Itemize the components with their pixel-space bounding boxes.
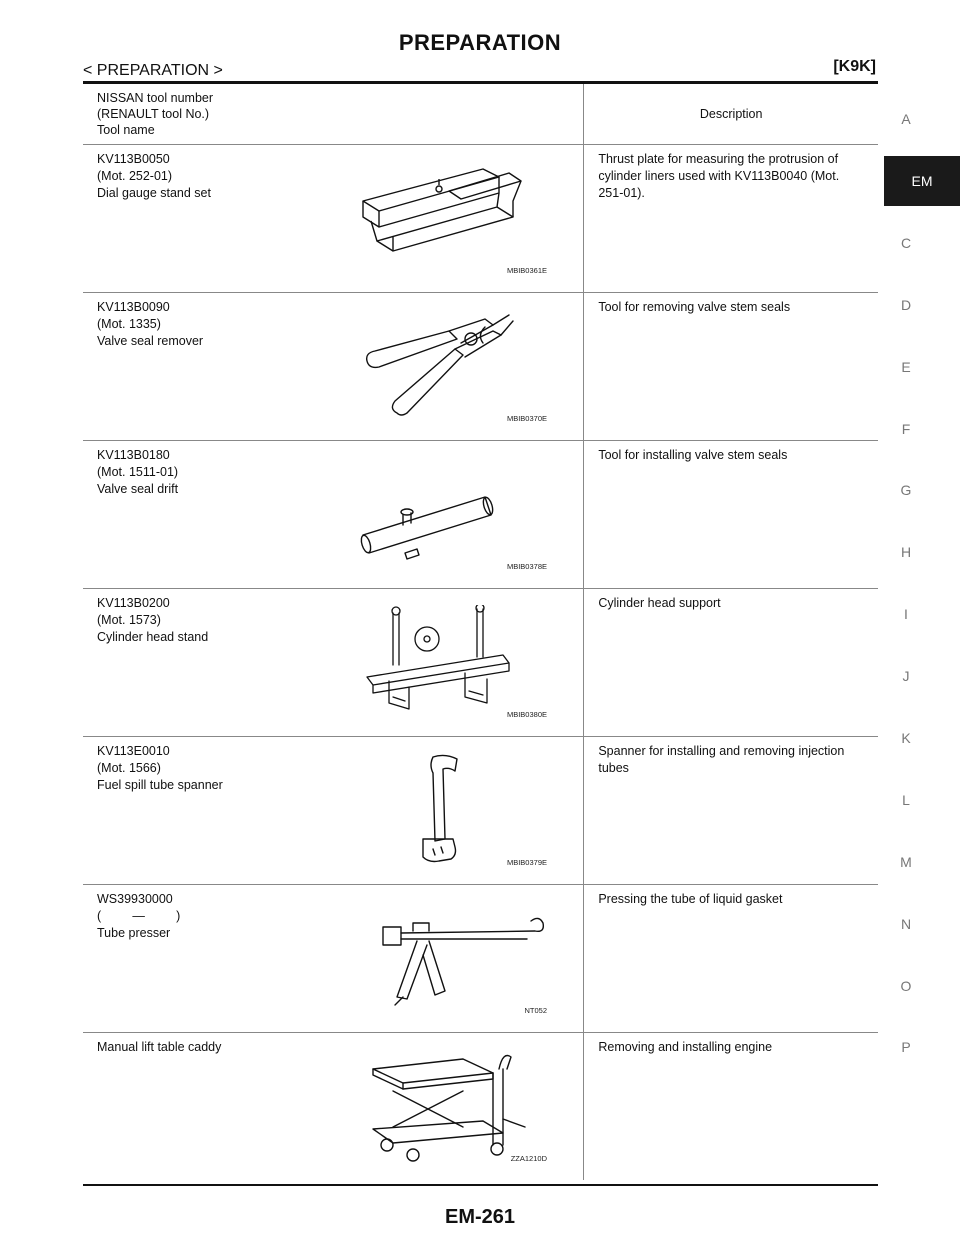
side-index-i[interactable]: I [904,606,908,623]
side-index [884,88,933,1078]
tool-description: Tool for removing valve stem seals [598,300,791,314]
side-index-em[interactable]: EM [884,156,960,206]
side-index-a[interactable]: A [901,110,911,127]
tool-name: Valve seal drift [97,482,179,496]
tool-name-cell [83,1033,584,1181]
table-row [83,145,878,293]
tool-name: Fuel spill tube spanner [97,778,223,792]
tool-number: KV113B0090 [97,300,170,314]
page-title: PREPARATION [398,30,562,55]
tube-presser-drawing [353,901,563,1019]
figure-code: NT052 [524,1006,547,1015]
tool-table [83,84,878,1180]
side-index-j[interactable]: J [902,668,910,685]
renault-number: ( — ) [97,909,181,923]
drift-tube-drawing [353,457,563,575]
renault-number: (Mot. 1573) [97,613,161,627]
description-cell [584,737,878,885]
dial-gauge-stand-drawing [353,161,563,279]
side-index-k[interactable]: K [901,729,911,746]
description-cell [584,441,878,589]
model-code: [K9K] [833,58,876,75]
header-description-cell [584,84,878,145]
figure-code: MBIB0379E [506,858,547,867]
header-tool-cell [83,84,584,145]
renault-number: (Mot. 252-01) [97,169,173,183]
tool-name-cell [83,293,584,441]
table-row [83,441,878,589]
figure-code: MBIB0361E [506,266,547,275]
table-row [83,293,878,441]
table-header-row [83,84,878,145]
tool-number: KV113B0200 [97,596,170,610]
page-number: EM-261 [444,1206,516,1228]
tool-name-cell [83,885,584,1033]
side-index-c[interactable]: C [900,234,912,251]
footer-rule [83,1184,878,1186]
lift-table-drawing [353,1049,563,1167]
tool-description: Cylinder head support [598,596,721,610]
tool-name: Tube presser [97,926,171,940]
table-row [83,1033,878,1181]
side-index-n[interactable]: N [900,915,912,932]
tool-name: Valve seal remover [97,334,204,348]
tool-description: Spanner for installing and removing injection tubes [598,744,845,775]
tool-description: Removing and installing engine [598,1040,773,1054]
side-index-e[interactable]: E [901,358,911,375]
description-cell [584,1033,878,1181]
tool-name: Manual lift table caddy [97,1040,222,1054]
renault-number: (Mot. 1335) [97,317,161,331]
tool-number: KV113B0050 [97,152,170,166]
tool-description: Pressing the tube of liquid gasket [598,892,783,906]
side-index-p[interactable]: P [901,1039,911,1056]
tool-name-cell [83,441,584,589]
tool-number: KV113E0010 [97,744,170,758]
renault-number: (Mot. 1566) [97,761,161,775]
header-tool-label: NISSAN tool number (RENAULT tool No.) Tool name [97,91,214,137]
side-index-d[interactable]: D [900,296,912,313]
head-stand-drawing [353,605,563,723]
tool-number: KV113B0180 [97,448,170,462]
renault-number: (Mot. 1511-01) [97,465,179,479]
header-description-label: Description [699,107,763,121]
side-index-o[interactable]: O [900,977,912,994]
tool-number: WS39930000 [97,892,173,906]
tool-name-cell [83,737,584,885]
tool-description: Thrust plate for measuring the protrusion of cylinder liners used with KV113B0040 (Mot. 251-01). [598,152,840,200]
figure-code: MBIB0380E [506,710,547,719]
side-index-f[interactable]: F [901,420,911,437]
description-cell [584,145,878,293]
description-cell [584,885,878,1033]
side-index-g[interactable]: G [900,482,912,499]
table-row [83,737,878,885]
tool-name-cell [83,589,584,737]
figure-code: MBIB0370E [506,414,547,423]
spanner-drawing [353,753,563,871]
tool-name: Dial gauge stand set [97,186,211,200]
description-cell [584,589,878,737]
section-label: < PREPARATION > [83,62,223,79]
side-index-h[interactable]: H [900,544,912,561]
figure-code: ZZA1210D [510,1154,547,1163]
side-index-m[interactable]: M [900,853,912,870]
tool-name-cell [83,145,584,293]
table-row [83,885,878,1033]
tool-description: Tool for installing valve stem seals [598,448,788,462]
tool-name: Cylinder head stand [97,630,209,644]
description-cell [584,293,878,441]
side-index-l[interactable]: L [902,791,910,808]
figure-code: MBIB0378E [506,562,547,571]
table-row [83,589,878,737]
pliers-drawing [353,309,563,427]
